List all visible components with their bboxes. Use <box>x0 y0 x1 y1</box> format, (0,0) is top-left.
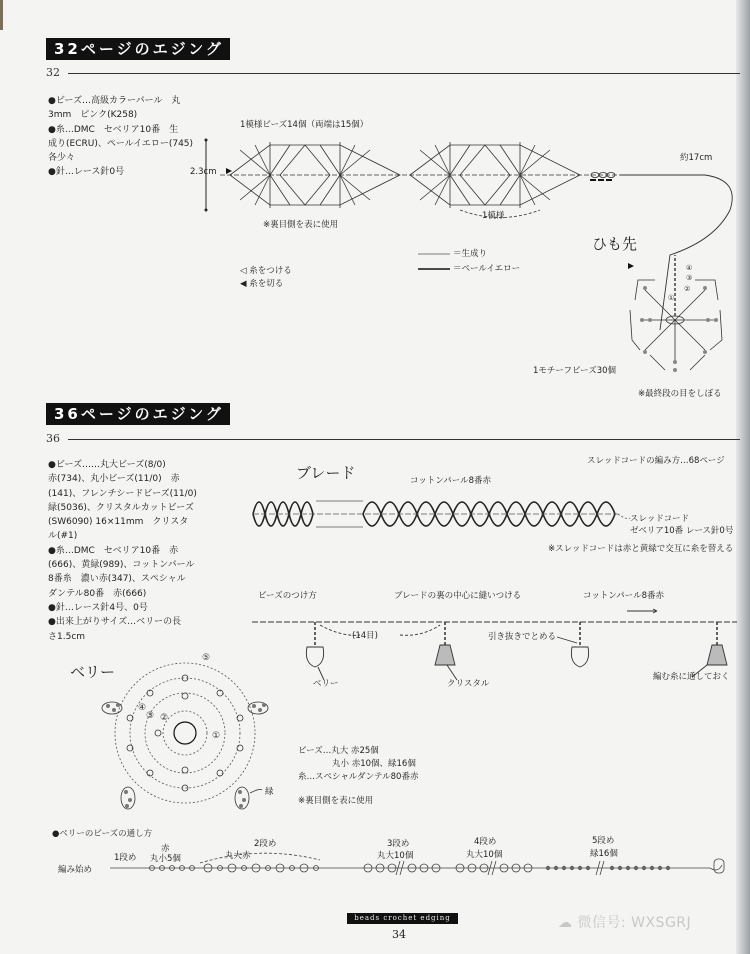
round-3: ③ <box>146 711 155 721</box>
reverse-side-note: ※裏目側を表に使用 <box>263 220 339 230</box>
material-line: ビーズ…丸大 赤25個 <box>298 746 379 756</box>
cord-tip-flower-chart <box>620 250 730 380</box>
legend-join-thread: ◁ 糸をつける <box>240 266 292 276</box>
round-1: ① <box>212 731 221 741</box>
spec-line: 8番糸 濃い赤(347)、スペシャル <box>48 574 186 585</box>
round-2: ② <box>160 713 169 723</box>
spec-line: ●針…レース針0号 <box>48 167 125 178</box>
round-4: ④ <box>686 264 693 272</box>
spec-line: 各少々 <box>48 153 76 164</box>
round-1-beads: 丸小5個 <box>150 854 181 864</box>
spec-line: 3mm ピンク(K258) <box>48 110 138 121</box>
braid-cotton-label: コットンパール8番赤 <box>410 476 491 486</box>
round-4: ④ <box>138 703 147 713</box>
material-line: 丸小 赤10個、緑16個 <box>298 759 416 769</box>
thread-cord-reference: スレッドコードの編み方…68ページ <box>587 456 725 466</box>
material-line: 糸…スペシャルダンテル80番赤 <box>298 772 419 782</box>
crystal-label: クリスタル <box>447 679 490 689</box>
section-32-specs <box>48 94 193 180</box>
round-2-label: 2段め <box>254 839 277 849</box>
beads-per-repeat-note: 1模様ビーズ14個（両端は15個） <box>240 120 369 130</box>
watermark <box>558 912 691 932</box>
round-4-label: 4段め <box>474 837 497 847</box>
section-36-rule <box>68 439 740 440</box>
tip-title: ひも先 <box>592 235 638 253</box>
round-2-beads: 丸大赤 <box>225 851 251 861</box>
page-number: 34 <box>392 928 406 941</box>
berry-reverse-note: ※裏目側を表に使用 <box>298 796 374 806</box>
berry-chart <box>100 648 280 823</box>
tip-beads-note: 1モチーフビーズ30個 <box>533 366 617 376</box>
round-1-label: 1段め <box>114 853 137 863</box>
threading-start-label: 編み始め <box>58 865 93 875</box>
spec-line: ●出来上がりサイズ…ベリーの長 <box>48 617 182 628</box>
footer-band: beads crochet edging <box>347 913 458 924</box>
section-32-title: 32ページのエジング <box>46 38 230 60</box>
round-3-label: 3段め <box>387 839 410 849</box>
spec-line: (666)、黄緑(989)、コットンパール <box>48 560 195 571</box>
sew-center-note: ブレードの裏の中心に縫いつける <box>394 591 522 601</box>
section-36-specs <box>48 458 197 644</box>
braid-title: ブレード <box>296 464 356 482</box>
attach-cotton-label: コットンパール8番赤 <box>583 591 664 601</box>
spec-line: ダンテル80番 赤(666) <box>48 588 147 599</box>
spec-line: ル(#1) <box>48 531 78 542</box>
thread-cord-spec: ゼベリア10番 レース針0号 <box>630 526 734 536</box>
berry-label: ベリー <box>313 679 339 689</box>
bead-attach-chart <box>252 605 742 675</box>
section-32-rule <box>68 73 740 74</box>
cord-length-label: 約17cm <box>680 153 713 163</box>
section-32-rule-label: 32 <box>46 66 60 79</box>
spec-line: ●糸…DMC セベリア10番 赤 <box>48 545 179 556</box>
round-5-label: 5段め <box>592 836 615 846</box>
round-5: ⑤ <box>202 653 211 663</box>
round-1-color: 赤 <box>161 844 170 854</box>
tip-final-round-note: ※最終段の目をしぼる <box>638 389 722 399</box>
spec-line: 緑(5036)、クリスタルカットビーズ <box>48 502 194 513</box>
berry-chart-title: ベリー <box>70 663 116 681</box>
height-label: 2.3cm <box>190 167 217 177</box>
attach-title: ビーズのつけ方 <box>258 591 317 601</box>
round-2: ② <box>684 285 691 293</box>
spec-line: 成り(ECRU)、ペールイエロー(745) <box>48 138 194 149</box>
green-bead-label: 緑 <box>265 787 274 797</box>
spec-line: (SW6090) 16×11mm クリスタ <box>48 517 189 528</box>
slip-stitch-note: 引き抜きでとめる <box>488 632 557 642</box>
page-edge <box>0 0 3 30</box>
round-3: ③ <box>686 274 693 282</box>
round-1: ① <box>668 294 675 302</box>
spec-line: ●ビーズ……丸大ビーズ(8/0) <box>48 460 166 470</box>
spec-line: ●針…レース針4号、0号 <box>48 602 148 613</box>
section-36-rule-label: 36 <box>46 432 60 445</box>
legend-cut-thread: ◀ 糸を切る <box>240 279 284 289</box>
section-36-title: 36ページのエジング <box>46 403 230 425</box>
spec-line: さ1.5cm <box>48 631 86 642</box>
alternate-color-note: ※スレッドコードは赤と黄緑で交互に糸を替える <box>548 544 734 554</box>
prethread-note: 編む糸に通しておく <box>653 672 730 682</box>
interval-label: (14目) <box>352 631 378 641</box>
threading-title: ●ベリーのビーズの通し方 <box>52 829 153 839</box>
spec-line: (141)、フレンチシードビーズ(11/0) <box>48 488 197 499</box>
legend-pale-yellow: ＝ペールイエロー <box>453 264 521 274</box>
round-5-beads: 緑16個 <box>590 849 618 859</box>
bead-threading-chart <box>110 855 740 885</box>
round-3-beads: 丸大10個 <box>377 851 414 861</box>
wechat-icon: ☁ <box>558 915 578 931</box>
round-4-beads: 丸大10個 <box>466 850 503 860</box>
spec-line: 赤(734)、丸小ビーズ(11/0) 赤 <box>48 474 180 485</box>
braid-chart <box>248 490 628 538</box>
berry-materials <box>298 745 418 784</box>
watermark-text: 微信号: WXSGRJ <box>577 915 692 931</box>
spec-line: ●糸…DMC セベリア10番 生 <box>48 124 179 135</box>
legend-ecru: ＝生成り <box>453 249 488 259</box>
thread-cord-label: スレッドコード <box>630 514 690 524</box>
spec-line: ●ビーズ…高級カラーパール 丸 <box>48 96 181 106</box>
repeat-label: 1模様 <box>482 211 505 221</box>
